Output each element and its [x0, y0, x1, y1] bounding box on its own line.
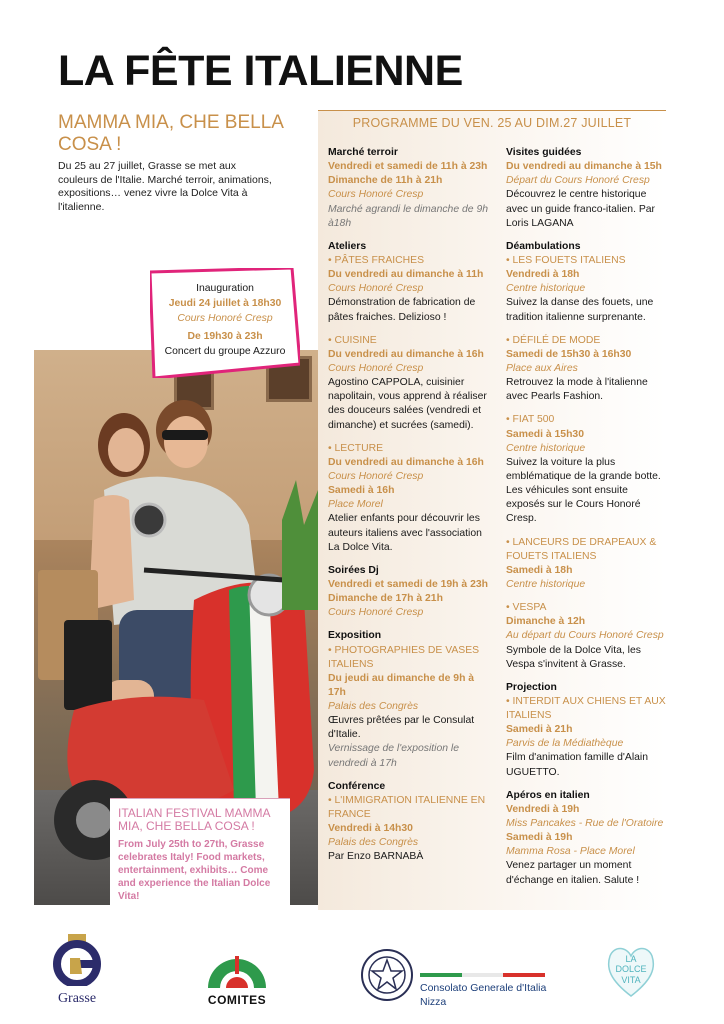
event-time: Du vendredi au dimanche à 15h	[506, 161, 662, 173]
inauguration-label: Inauguration	[196, 283, 254, 294]
event-place: Au départ du Cours Honoré Cresp	[506, 630, 664, 642]
section-marche	[328, 146, 493, 231]
event-desc: Découvrez le centre historique avec un guide franco-italien. Par Loris LAGANA	[506, 189, 656, 229]
section-conference	[328, 780, 493, 865]
event-name: • INTERDIT AUX CHIENS ET AUX ITALIENS	[506, 695, 666, 722]
italian-flag-bar-icon	[420, 973, 545, 977]
event-desc: Symbole de la Dolce Vita, les Vespa s'invitent à Grasse.	[506, 644, 641, 670]
event-place: Cours Honoré Cresp	[328, 189, 424, 201]
event-time: Vendredi et samedi de 19h à 23h	[328, 578, 488, 590]
inauguration-time: De 19h30 à 23h	[187, 331, 263, 343]
section-exposition	[328, 629, 493, 770]
event-time: Samedi à 19h	[506, 832, 573, 844]
event-time: Du jeudi au dimanche de 9h à 17h	[328, 672, 475, 698]
section-heading: Soirées Dj	[328, 564, 379, 576]
event-name: • FIAT 500	[506, 414, 555, 426]
event-time: Vendredi à 14h30	[328, 823, 413, 835]
consolato-logo	[420, 964, 550, 1008]
event-place: Centre historique	[506, 578, 586, 590]
event-place: Mamma Rosa - Place Morel	[506, 846, 635, 858]
event-name: • CUISINE	[328, 334, 377, 346]
program-column-left	[328, 146, 493, 874]
event-note: Marché agrandi le dimanche de 9h à18h	[328, 203, 488, 229]
event-place: Place aux Aires	[506, 362, 578, 374]
event-time: Dimanche à 12h	[506, 616, 586, 628]
consolato-line1: Consolato Generale d'Italia	[420, 982, 547, 994]
comites-label: COMITES	[207, 993, 267, 1007]
section-soirees	[328, 564, 493, 621]
event-desc: Œuvres prêtées par le Consulat d'Italie.	[328, 715, 475, 741]
section-heading: Déambulations	[506, 240, 581, 252]
event-name: • LECTURE	[328, 442, 384, 454]
event-time: Dimanche de 11h à 21h	[328, 175, 443, 187]
intro-text: Du 25 au 27 juillet, Grasse se met aux couleurs de l'Italie. Marché terroir, animations, expositions… venez vivre la Dolce Vita à l'italienne.	[58, 160, 272, 213]
event-note: Vernissage de l'exposition le vendredi à 17h	[328, 743, 459, 769]
event-place: Palais des Congrès	[328, 701, 419, 713]
event-desc: Démonstration de fabrication de pâtes fraiches. Delizioso !	[328, 297, 476, 323]
section-heading: Visites guidées	[506, 147, 582, 158]
comites-emblem-icon	[204, 952, 270, 988]
page-subtitle: MAMMA MIA, CHE BELLA COSA !	[58, 112, 283, 155]
event-name: • DÉFILÉ DE MODE	[506, 334, 601, 346]
event-desc: Suivez la danse des fouets, une tradition italienne surprenante.	[506, 297, 654, 323]
section-visites	[506, 146, 666, 231]
event-time: Du vendredi au dimanche à 11h	[328, 269, 484, 281]
event-time: Du vendredi au dimanche à 16h	[328, 456, 484, 468]
inauguration-concert: Concert du groupe Azzuro	[164, 346, 286, 358]
star-emblem-icon	[360, 948, 414, 1002]
dolce-vita-line3: VITA	[621, 974, 641, 985]
event-place: Palais des Congrès	[328, 837, 419, 849]
event-desc: Film d'animation famille d'Alain UGUETTO.	[506, 752, 648, 778]
event-place: Parvis de la Médiathèque	[506, 738, 624, 750]
section-heading: Marché terroir	[328, 147, 398, 158]
comites-logo	[204, 952, 270, 1012]
event-name: • PÂTES FRAICHES	[328, 254, 425, 266]
inauguration	[150, 282, 300, 360]
event-name: • L'IMMIGRATION ITALIENNE EN FRANCE	[328, 794, 486, 821]
event-name: • PHOTOGRAPHIES DE VASES ITALIENS	[328, 644, 480, 670]
event-place: Miss Pancakes - Rue de l'Oratoire	[506, 818, 664, 830]
event-name: • LES FOUETS ITALIENS	[506, 254, 626, 266]
inauguration-place: Cours Honoré Cresp	[177, 312, 273, 324]
dolce-vita-line1: LA	[625, 954, 637, 964]
event-desc: Par Enzo BARNABÀ	[328, 851, 424, 863]
section-heading: Conférence	[328, 780, 386, 792]
section-heading: Exposition	[328, 630, 382, 642]
event-place: Place Morel	[328, 499, 383, 511]
event-place: Cours Honoré Cresp	[328, 607, 424, 619]
inauguration-date: Jeudi 24 juillet à 18h30	[168, 297, 282, 309]
event-desc: Suivez la voiture la plus emblématique de la grande botte. Les véhicules sont ensuite exposés sur le Cours Honoré Cresp.	[506, 456, 661, 525]
italian-republic-emblem	[360, 948, 414, 1002]
event-name: • VESPA	[506, 602, 547, 614]
grasse-logo	[46, 934, 108, 1006]
event-time: Samedi à 21h	[506, 724, 573, 736]
event-place: Départ du Cours Honoré Cresp	[506, 175, 650, 187]
dolce-vita-line2: DOLCE	[615, 964, 647, 975]
program-column-right	[506, 146, 666, 897]
section-heading: Apéros en italien	[506, 789, 590, 801]
event-time: Vendredi à 18h	[506, 269, 580, 281]
event-time: Vendredi et samedi de 11h à 23h	[328, 161, 488, 173]
event-time: Du vendredi au dimanche à 16h	[328, 348, 484, 360]
grasse-crest-icon	[46, 934, 108, 986]
section-heading: Projection	[506, 681, 557, 693]
page-title: LA FÊTE ITALIENNE	[58, 47, 463, 95]
event-place: Centre historique	[506, 283, 586, 295]
english-text: From July 25th to 27th, Grasse celebrates Italy! Food markets, entertainment, exhibits… Come and experience the Italian Dolce Vita!	[118, 838, 271, 902]
section-aperos	[506, 789, 666, 888]
program-rule	[318, 110, 666, 111]
event-time: Samedi à 16h	[328, 485, 395, 497]
dolce-vita-logo	[604, 942, 658, 1002]
event-place: Centre historique	[506, 442, 586, 454]
section-heading: Ateliers	[328, 240, 367, 252]
consolato-line2: Nizza	[420, 995, 447, 1008]
event-desc: Retrouvez la mode à l'italienne avec Pearls Fashion.	[506, 377, 648, 403]
grasse-label: Grasse	[57, 991, 97, 1006]
event-time: Samedi à 15h30	[506, 428, 584, 440]
event-desc: Atelier enfants pour découvrir les auteurs italiens avec l'association La Dolce Vita.	[328, 513, 482, 553]
partner-logos	[0, 930, 724, 1024]
program-title: PROGRAMME DU VEN. 25 AU DIM.27 JUILLET	[352, 116, 632, 130]
event-place: Cours Honoré Cresp	[328, 470, 424, 482]
event-time: Samedi à 18h	[506, 564, 573, 576]
section-projection	[506, 681, 666, 780]
event-time: Dimanche de 17h à 21h	[328, 593, 443, 605]
event-time: Vendredi à 19h	[506, 803, 580, 815]
english-title: ITALIAN FESTIVAL MAMMA MIA, CHE BELLA COSA !	[118, 806, 270, 834]
event-desc: Venez partager un moment d'échange en italien. Salute !	[506, 860, 640, 886]
section-ateliers	[328, 240, 493, 555]
event-place: Cours Honoré Cresp	[328, 362, 424, 374]
event-time: Samedi de 15h30 à 16h30	[506, 348, 632, 360]
section-deambulations	[506, 240, 666, 672]
event-place: Cours Honoré Cresp	[328, 283, 424, 295]
event-name: • LANCEURS DE DRAPEAUX & FOUETS ITALIENS	[506, 536, 657, 562]
event-desc: Agostino CAPPOLA, cuisinier napolitain, vous apprend à réaliser des douceurs salées (vendredi et dimanche) et sucrées (samedi).	[328, 377, 487, 431]
english-summary	[110, 798, 290, 908]
